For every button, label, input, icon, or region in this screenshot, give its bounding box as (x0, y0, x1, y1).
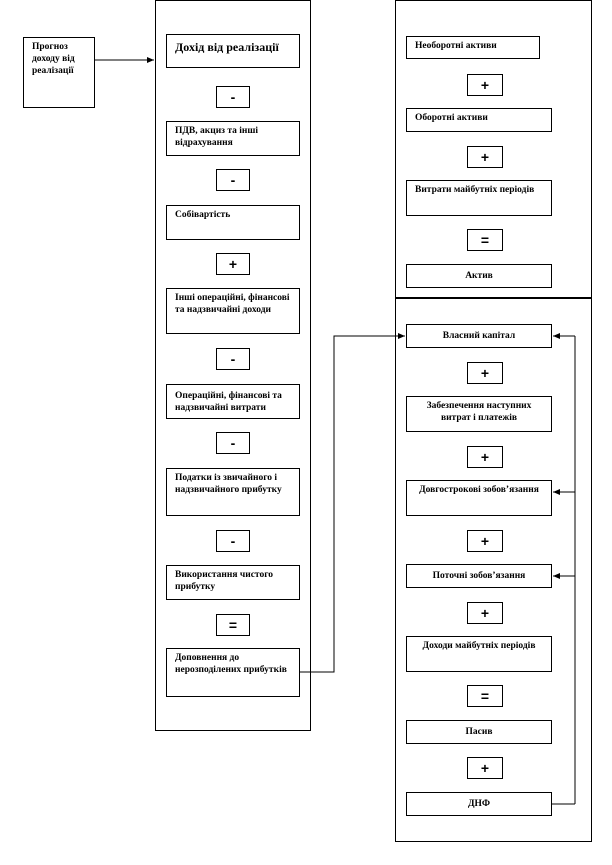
operator-plus: + (467, 757, 503, 779)
deferred-income-box: Доходи майбутніх періодів (406, 636, 552, 672)
deferred-expenses-box: Витрати майбутніх періодів (406, 180, 552, 216)
current-liabilities-box: Поточні зобов’язання (406, 564, 552, 588)
vat-excise-box: ПДВ, акциз та інші відрахування (166, 121, 300, 156)
net-profit-use-box: Використання чистого прибутку (166, 565, 300, 600)
operator-minus: - (216, 530, 250, 552)
additional-financing-box: ДНФ (406, 792, 552, 816)
income-tax-box: Податки із звичайного і надзвичайного прибутку (166, 468, 300, 516)
operator-plus: + (467, 446, 503, 468)
non-current-assets-box: Необоротні активи (406, 36, 540, 59)
operator-plus: + (467, 362, 503, 384)
cost-of-goods-box: Собівартість (166, 205, 300, 240)
retained-earnings-addition-box: Доповнення до нерозподілених прибутків (166, 648, 300, 697)
equity-box: Власний капітал (406, 324, 552, 348)
revenue-forecast-box: Прогноз доходу від реалізації (23, 37, 95, 108)
long-term-liabilities-box: Довгострокові зобов’язання (406, 480, 552, 516)
operator-equals: = (467, 229, 503, 251)
arrow-retained-to-equity (300, 336, 405, 672)
operator-equals: = (216, 614, 250, 636)
operator-plus: + (467, 74, 503, 96)
total-assets-box: Актив (406, 264, 552, 288)
current-assets-box: Оборотні активи (406, 108, 552, 132)
operator-plus: + (467, 146, 503, 168)
operator-plus: + (467, 530, 503, 552)
operator-minus: - (216, 169, 250, 191)
other-income-box: Інші операційні, фінансові та надзвичайні доходи (166, 288, 300, 334)
total-liabilities-box: Пасив (406, 720, 552, 744)
operator-plus: + (216, 253, 250, 275)
provisions-box: Забезпечення наступних витрат і платежів (406, 396, 552, 432)
operator-plus: + (467, 602, 503, 624)
operator-equals: = (467, 685, 503, 707)
operator-minus: - (216, 86, 250, 108)
operator-minus: - (216, 432, 250, 454)
sales-revenue-box: Дохід від реалізації (166, 34, 300, 68)
other-expenses-box: Операційні, фінансові та надзвичайні витрати (166, 384, 300, 419)
operator-minus: - (216, 348, 250, 370)
